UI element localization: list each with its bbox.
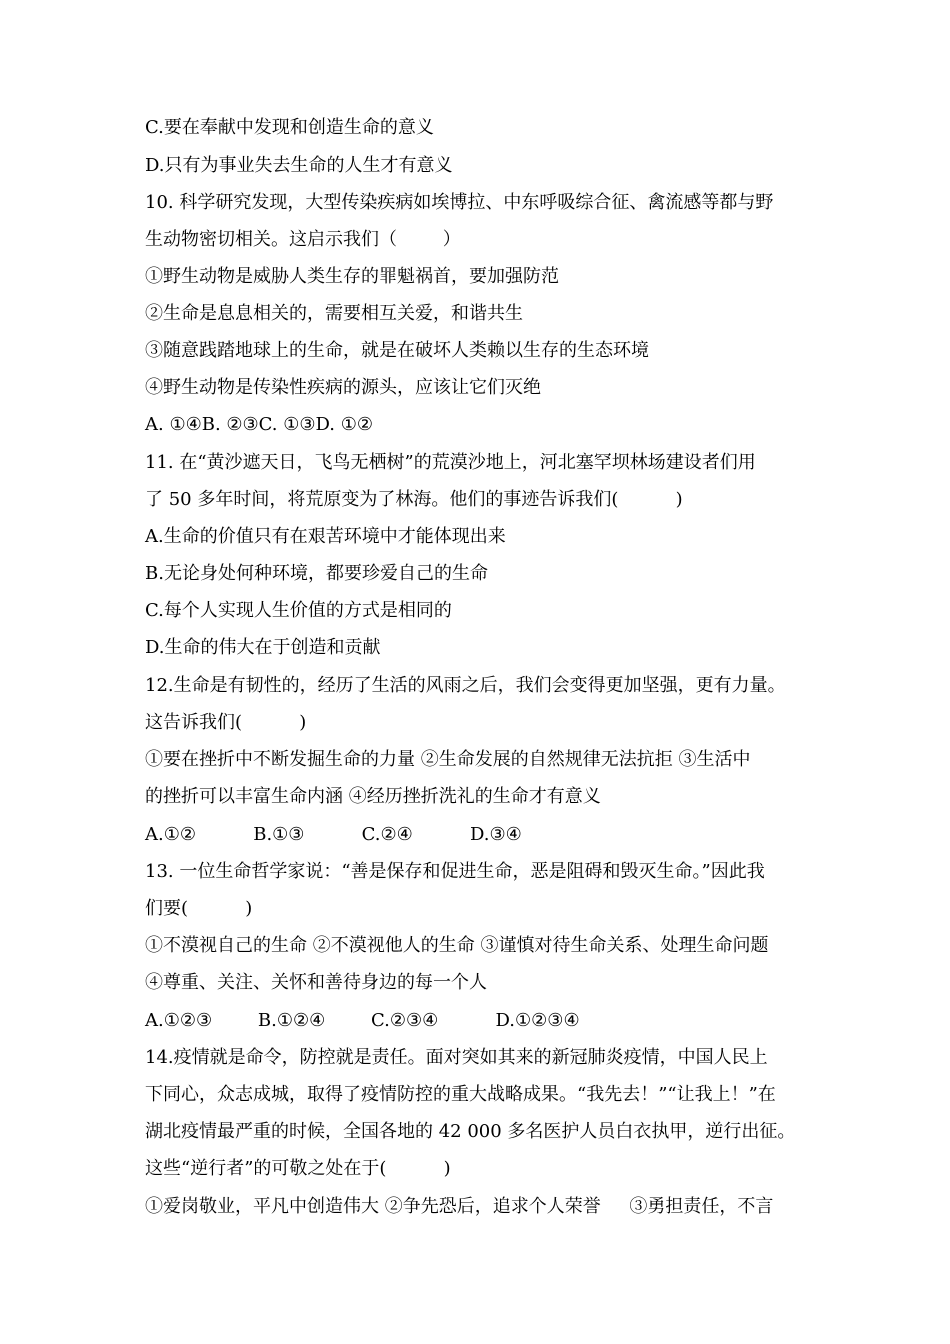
question-14-stem-cont-3: 这些“逆行者”的可敬之处在于( ) — [145, 1158, 451, 1179]
question-10-choices: A. ①④B. ②③C. ①③D. ①② — [145, 414, 374, 435]
question-10-item-4: ④野生动物是传染性疾病的源头，应该让它们灭绝 — [145, 377, 541, 398]
question-12-items-cont: 的挫折可以丰富生命内涵 ④经历挫折洗礼的生命才有意义 — [145, 786, 601, 807]
question-13-stem-cont: 们要( ) — [145, 898, 253, 919]
question-10-stem-cont: 生动物密切相关。这启示我们（ ） — [145, 229, 461, 250]
question-11-option-c: C.每个人实现人生价值的方式是相同的 — [145, 600, 452, 621]
option-d-line: D.只有为事业失去生命的人生才有意义 — [145, 155, 453, 176]
question-10-item-2: ②生命是息息相关的，需要相互关爱，和谐共生 — [145, 303, 523, 324]
question-13-stem: 13. 一位生命哲学家说：“善是保存和促进生命，恶是阻碍和毁灭生命。”因此我 — [145, 861, 765, 882]
question-10-item-3: ③随意践踏地球上的生命，就是在破坏人类赖以生存的生态环境 — [145, 340, 649, 361]
question-12-stem: 12.生命是有韧性的，经历了生活的风雨之后，我们会变得更加坚强，更有力量。 — [145, 675, 786, 696]
question-11-stem: 11. 在“黄沙遮天日，飞鸟无栖树”的荒漠沙地上，河北塞罕坝林场建设者们用 — [145, 452, 756, 473]
question-14-items: ①爱岗敬业，平凡中创造伟大 ②争先恐后，追求个人荣誉 ③勇担责任，不言 — [145, 1196, 774, 1217]
question-13-items-cont: ④尊重、关注、关怀和善待身边的每一个人 — [145, 972, 487, 993]
question-11-stem-cont: 了 50 多年时间，将荒原变为了林海。他们的事迹告诉我们( ) — [145, 489, 683, 510]
question-13-items: ①不漠视自己的生命 ②不漠视他人的生命 ③谨慎对待生命关系、处理生命问题 — [145, 935, 769, 956]
question-11-option-d: D.生命的伟大在于创造和贡献 — [145, 637, 381, 658]
option-c-line: C.要在奉献中发现和创造生命的意义 — [145, 117, 434, 138]
question-10-stem: 10. 科学研究发现，大型传染疾病如埃博拉、中东呼吸综合征、禽流感等都与野 — [145, 192, 774, 213]
question-11-option-a: A.生命的价值只有在艰苦环境中才能体现出来 — [145, 526, 506, 547]
question-11-option-b: B.无论身处何种环境，都要珍爱自己的生命 — [145, 563, 488, 584]
question-14-stem-cont-2: 湖北疫情最严重的时候，全国各地的 42 000 多名医护人员白衣执甲，逆行出征。 — [145, 1121, 796, 1142]
question-10-item-1: ①野生动物是威胁人类生存的罪魁祸首，要加强防范 — [145, 266, 559, 287]
question-12-choices: A.①② B.①③ C.②④ D.③④ — [145, 824, 522, 845]
question-14-stem: 14.疫情就是命令，防控就是责任。面对突如其来的新冠肺炎疫情，中国人民上 — [145, 1047, 768, 1068]
question-12-items: ①要在挫折中不断发掘生命的力量 ②生命发展的自然规律无法抗拒 ③生活中 — [145, 749, 751, 770]
question-14-stem-cont-1: 下同心，众志成城，取得了疫情防控的重大战略成果。“我先去！”“让我上！”在 — [145, 1084, 776, 1105]
question-12-stem-cont: 这告诉我们( ) — [145, 712, 307, 733]
question-13-choices: A.①②③ B.①②④ C.②③④ D.①②③④ — [145, 1010, 580, 1031]
